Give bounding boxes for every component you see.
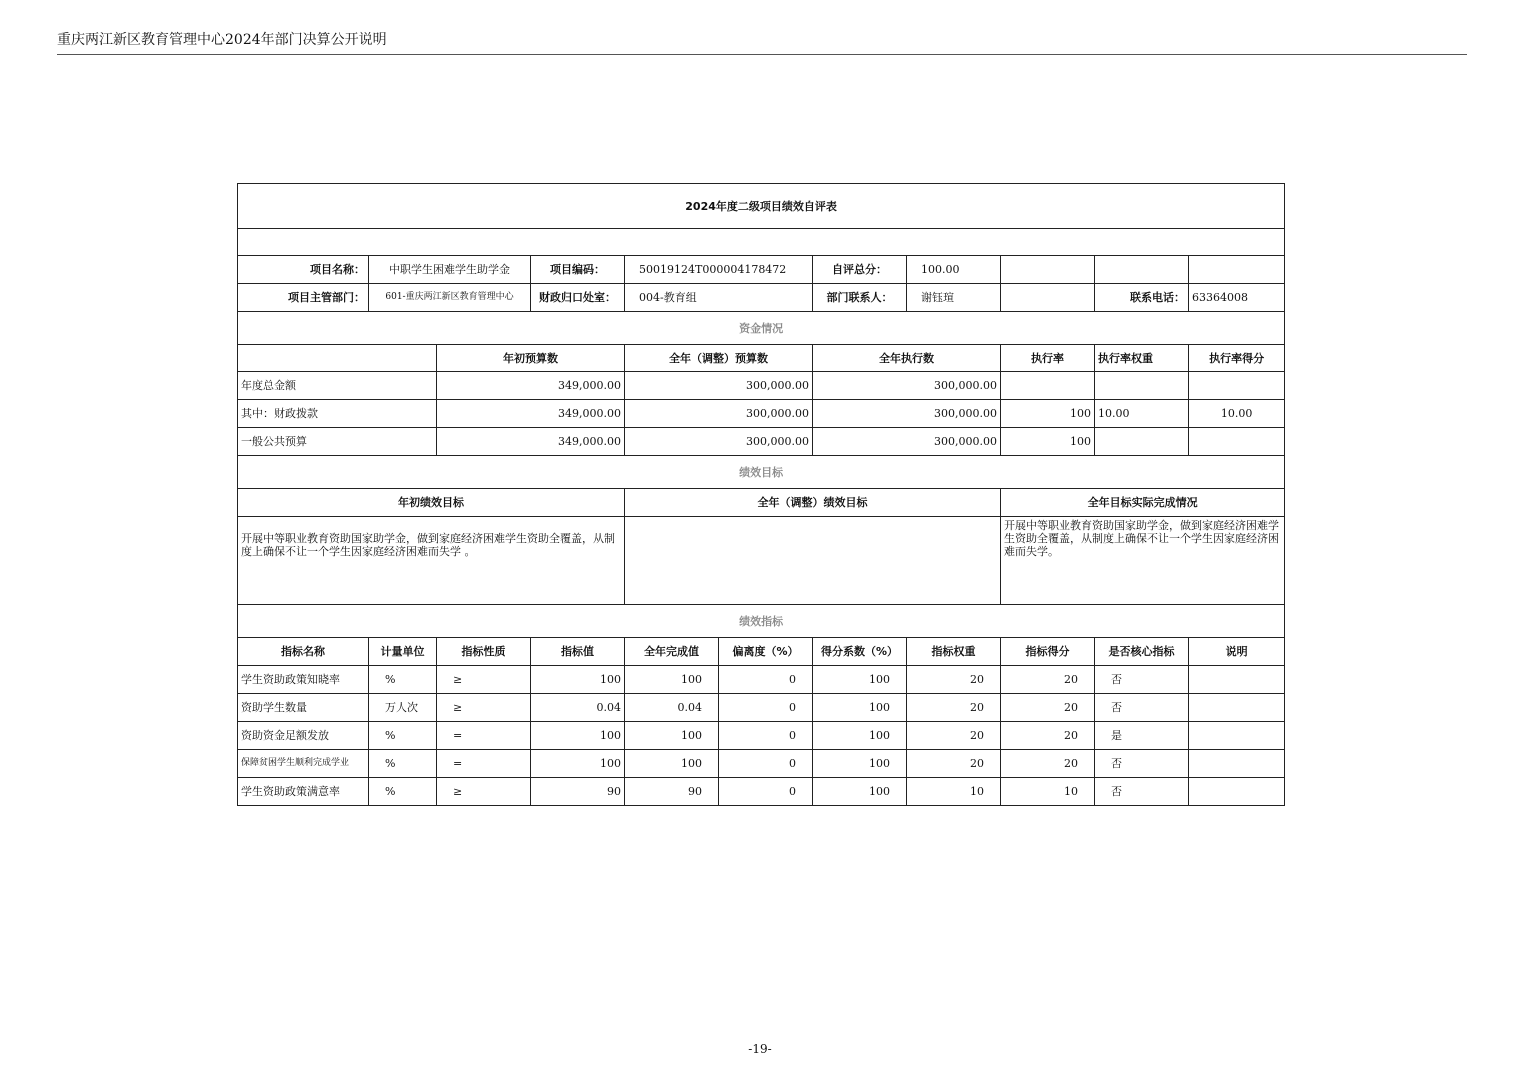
empty-cell: [1001, 284, 1095, 312]
indicator-unit: %: [369, 750, 437, 778]
indicator-header: 指标权重: [907, 638, 1001, 666]
indicator-done: 0.04: [625, 694, 719, 722]
indicator-target: 90: [531, 778, 625, 806]
contact: 谢钰瑄: [907, 284, 1001, 312]
funds-header: 执行率得分: [1189, 345, 1285, 372]
funds-score: 10.00: [1189, 400, 1285, 428]
goals-header: 全年（调整）绩效目标: [625, 489, 1001, 517]
finance-office: 004-教育组: [625, 284, 813, 312]
finance-office-label: 财政归口处室：: [531, 284, 625, 312]
indicator-score: 20: [1001, 722, 1095, 750]
funds-row-label: 年度总金额: [238, 372, 437, 400]
funds-executed: 300,000.00: [813, 428, 1001, 456]
phone: 63364008: [1189, 284, 1285, 312]
funds-rate: 100: [1001, 400, 1095, 428]
indicator-done: 100: [625, 750, 719, 778]
funds-weight: [1095, 428, 1189, 456]
empty-cell: [1001, 256, 1095, 284]
indicator-row: [238, 722, 1285, 750]
phone-label: 联系电话：: [1095, 284, 1189, 312]
page-number: -19-: [748, 1042, 772, 1056]
indicator-header: 指标性质: [437, 638, 531, 666]
indicator-done: 100: [625, 722, 719, 750]
indicator-coef: 100: [813, 750, 907, 778]
indicator-coef: 100: [813, 722, 907, 750]
indicator-deviation: 0: [719, 778, 813, 806]
indicator-core: 是: [1095, 722, 1189, 750]
indicator-unit: %: [369, 778, 437, 806]
funds-executed: 300,000.00: [813, 400, 1001, 428]
indicator-name: 学生资助政策满意率: [238, 778, 369, 806]
table-title: 2024年度二级项目绩效自评表: [238, 184, 1285, 229]
dept-label: 项目主管部门：: [238, 284, 369, 312]
performance-table: [237, 183, 1285, 806]
indicator-header: 全年完成值: [625, 638, 719, 666]
goal-initial: 开展中等职业教育资助国家助学金，做到家庭经济困难学生资助全覆盖，从制度上确保不让一个学生因家庭经济困难而失学 。: [238, 517, 625, 605]
indicator-weight: 20: [907, 750, 1001, 778]
indicator-score: 20: [1001, 694, 1095, 722]
indicator-row: [238, 666, 1285, 694]
funds-header: 年初预算数: [437, 345, 625, 372]
indicator-unit: %: [369, 722, 437, 750]
funds-row: [238, 400, 1285, 428]
indicator-header: 指标名称: [238, 638, 369, 666]
indicator-deviation: 0: [719, 666, 813, 694]
indicator-unit: 万人次: [369, 694, 437, 722]
indicator-note: [1189, 778, 1285, 806]
indicator-note: [1189, 666, 1285, 694]
funds-rate: 100: [1001, 428, 1095, 456]
funds-score: [1189, 428, 1285, 456]
project-code: 50019124T000004178472: [625, 256, 813, 284]
blank-row: [238, 229, 1285, 256]
indicator-header: 偏离度（%）: [719, 638, 813, 666]
indicator-name: 资助学生数量: [238, 694, 369, 722]
indicator-deviation: 0: [719, 750, 813, 778]
empty-cell: [1095, 256, 1189, 284]
funds-initial: 349,000.00: [437, 428, 625, 456]
indicator-nature: ≥: [437, 778, 531, 806]
funds-section-title: 资金情况: [238, 312, 1285, 345]
indicator-nature: ≥: [437, 666, 531, 694]
indicator-score: 20: [1001, 750, 1095, 778]
indicator-target: 100: [531, 666, 625, 694]
indicator-row: [238, 778, 1285, 806]
indicator-core: 否: [1095, 750, 1189, 778]
funds-row: [238, 372, 1285, 400]
indicator-target: 0.04: [531, 694, 625, 722]
indicator-deviation: 0: [719, 722, 813, 750]
goals-section-title: 绩效目标: [238, 456, 1285, 489]
funds-weight: 10.00: [1095, 400, 1189, 428]
indicator-weight: 10: [907, 778, 1001, 806]
indicator-nature: =: [437, 750, 531, 778]
indicator-note: [1189, 694, 1285, 722]
indicator-header: 计量单位: [369, 638, 437, 666]
funds-rate: [1001, 372, 1095, 400]
indicator-header: 是否核心指标: [1095, 638, 1189, 666]
funds-initial: 349,000.00: [437, 400, 625, 428]
goal-actual: 开展中等职业教育资助国家助学金，做到家庭经济困难学生资助全覆盖，从制度上确保不让一个学生因家庭经济困难而失学。: [1001, 517, 1285, 605]
project-name-label: 项目名称：: [238, 256, 369, 284]
total-score-label: 自评总分：: [813, 256, 907, 284]
indicator-weight: 20: [907, 694, 1001, 722]
indicator-nature: ≥: [437, 694, 531, 722]
indicator-target: 100: [531, 750, 625, 778]
indicator-coef: 100: [813, 666, 907, 694]
indicator-name: 保障贫困学生顺利完成学业: [238, 750, 369, 778]
funds-adjusted: 300,000.00: [625, 428, 813, 456]
indicator-score: 10: [1001, 778, 1095, 806]
indicator-note: [1189, 722, 1285, 750]
goals-header: 年初绩效目标: [238, 489, 625, 517]
indicator-core: 否: [1095, 778, 1189, 806]
indicator-header: 指标得分: [1001, 638, 1095, 666]
indicator-coef: 100: [813, 778, 907, 806]
indicator-name: 学生资助政策知晓率: [238, 666, 369, 694]
total-score: 100.00: [907, 256, 1001, 284]
dept: 601-重庆两江新区教育管理中心: [369, 284, 531, 312]
funds-row-label: 一般公共预算: [238, 428, 437, 456]
indicator-unit: %: [369, 666, 437, 694]
indicator-done: 100: [625, 666, 719, 694]
funds-adjusted: 300,000.00: [625, 400, 813, 428]
empty-cell: [238, 345, 437, 372]
indicator-name: 资助资金足额发放: [238, 722, 369, 750]
project-code-label: 项目编码：: [531, 256, 625, 284]
funds-initial: 349,000.00: [437, 372, 625, 400]
contact-label: 部门联系人：: [813, 284, 907, 312]
page-header: 重庆两江新区教育管理中心2024年部门决算公开说明: [57, 30, 1467, 55]
indicator-weight: 20: [907, 666, 1001, 694]
indicator-row: [238, 694, 1285, 722]
indicator-nature: =: [437, 722, 531, 750]
goal-adjusted: [625, 517, 1001, 605]
funds-adjusted: 300,000.00: [625, 372, 813, 400]
indicator-target: 100: [531, 722, 625, 750]
indicator-header: 指标值: [531, 638, 625, 666]
indicator-header: 得分系数（%）: [813, 638, 907, 666]
indicator-done: 90: [625, 778, 719, 806]
indicator-weight: 20: [907, 722, 1001, 750]
indicator-header: 说明: [1189, 638, 1285, 666]
funds-header: 全年执行数: [813, 345, 1001, 372]
indicators-section-title: 绩效指标: [238, 605, 1285, 638]
funds-executed: 300,000.00: [813, 372, 1001, 400]
funds-row: [238, 428, 1285, 456]
indicator-coef: 100: [813, 694, 907, 722]
project-name: 中职学生困难学生助学金: [369, 256, 531, 284]
goals-header: 全年目标实际完成情况: [1001, 489, 1285, 517]
funds-row-label: 其中：财政拨款: [238, 400, 437, 428]
indicator-core: 否: [1095, 666, 1189, 694]
funds-header: 执行率: [1001, 345, 1095, 372]
empty-cell: [1189, 256, 1285, 284]
indicator-deviation: 0: [719, 694, 813, 722]
indicator-row: [238, 750, 1285, 778]
funds-score: [1189, 372, 1285, 400]
indicator-core: 否: [1095, 694, 1189, 722]
funds-header: 全年（调整）预算数: [625, 345, 813, 372]
indicator-note: [1189, 750, 1285, 778]
indicator-score: 20: [1001, 666, 1095, 694]
funds-header: 执行率权重: [1095, 345, 1189, 372]
funds-weight: [1095, 372, 1189, 400]
